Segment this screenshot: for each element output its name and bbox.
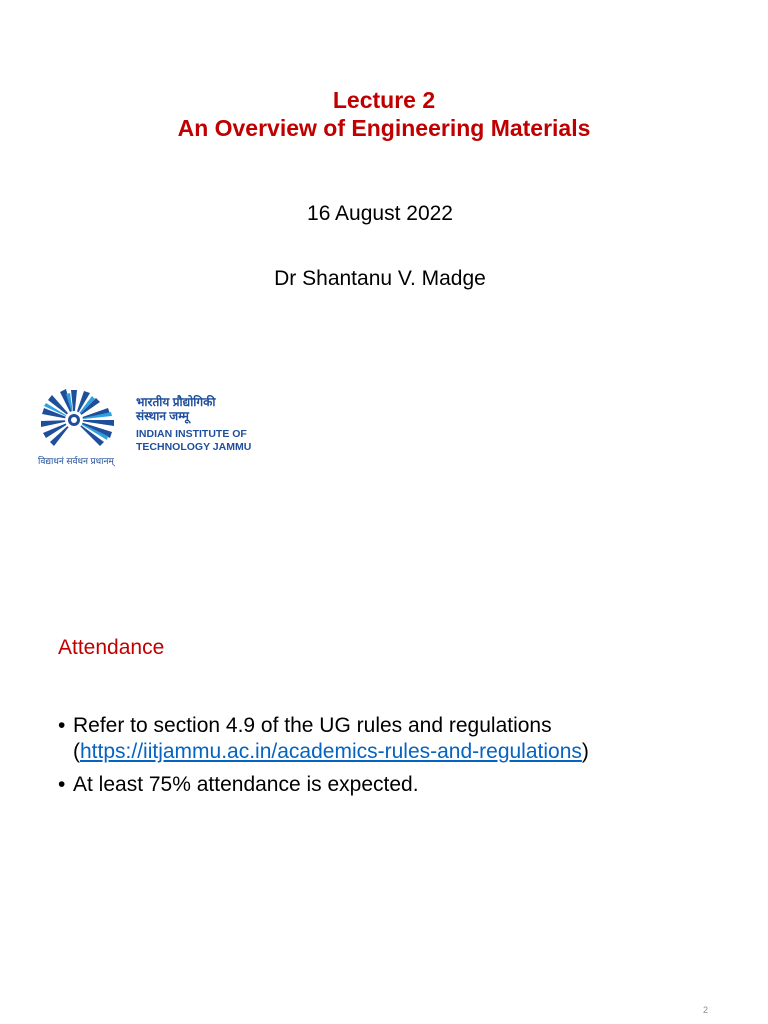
lecture-date: 16 August 2022 bbox=[307, 202, 453, 225]
attendance-bullet-list bbox=[58, 713, 738, 805]
open-parenthesis: ( bbox=[73, 740, 80, 763]
lecturer-name: Dr Shantanu V. Madge bbox=[274, 267, 486, 290]
bullet-icon: • bbox=[58, 773, 66, 796]
lecture-topic-title: An Overview of Engineering Materials bbox=[177, 115, 591, 141]
attendance-slide bbox=[0, 600, 768, 1024]
bullet-icon: • bbox=[58, 714, 66, 737]
page-number: 2 bbox=[702, 1005, 708, 1015]
rules-regulations-link[interactable]: https://iitjammu.ac.in/academics-rules-and-regulations bbox=[80, 740, 582, 763]
logo-hindi-line-1: भारतीय प्रौद्योगिकी bbox=[136, 395, 216, 409]
close-parenthesis: ) bbox=[581, 740, 589, 763]
logo-hindi-line-2: संस्थान जम्मू bbox=[136, 409, 189, 423]
iit-jammu-logo bbox=[38, 384, 258, 476]
list-item bbox=[58, 772, 738, 798]
bullet-text-attendance-requirement: At least 75% attendance is expected. bbox=[73, 773, 419, 796]
logo-english-line-2: TECHNOLOGY JAMMU bbox=[136, 441, 252, 453]
logo-english-line-1: INDIAN INSTITUTE OF bbox=[136, 428, 247, 440]
attendance-heading: Attendance bbox=[58, 636, 165, 659]
logo-motto: विद्याधनं सर्वधन प्रधानम् bbox=[38, 456, 114, 466]
bullet-text-rules-reference: Refer to section 4.9 of the UG rules and regulations bbox=[73, 714, 552, 737]
list-item bbox=[58, 713, 738, 765]
lecture-number-title: Lecture 2 bbox=[332, 87, 436, 113]
iit-jammu-emblem-icon bbox=[38, 384, 134, 456]
